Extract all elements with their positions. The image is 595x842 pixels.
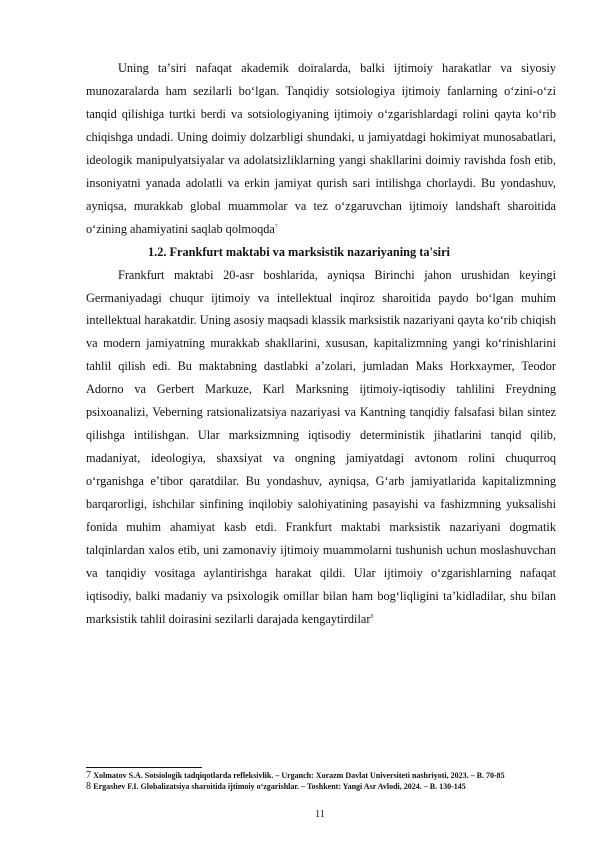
paragraph-frankfurt-school xyxy=(86,264,556,631)
footnote-item xyxy=(86,770,556,781)
footnote-ref: 7 xyxy=(274,223,278,230)
footnotes xyxy=(86,770,556,792)
footnote-separator xyxy=(86,767,202,768)
document-body xyxy=(86,57,556,631)
paragraph-text: Frankfurt maktabi 20-asr boshlarida, ayniqsa Birinchi jahon urushidan keyingi Germaniyadagi chuqur ijtimoiy va intellektual inqiroz sharoitida paydo boʻlgan muhim intellektual harakatdir. Uning asosiy maqsadi klassik marksistik nazariyani qayta koʻrib chiqish va modern jamiyatning murakkab shakllarini, xususan, kapitalizmning yangi koʻrinishlarini tahlil qilish edi. Bu maktabning dastlabki a’zolari, jumladan Maks Horkxaymer, Teodor Adorno va Gerbert Markuze, Karl Marksning ijtimoiy-iqtisodiy tahlilini Freydning psixoanalizi, Veberning ratsionalizatsiya nazariyasi va Kantning tanqidiy falsafasi bilan sintez qilishga intilishgan. Ular marksizmning iqtisodiy deterministik jihatlarini tanqid qilib, madaniyat, ideologiya, shaxsiyat va ongning jamiyatdagi avtonom rolini chuqurroq oʻrganishga eʼtibor qaratdilar. Bu yondashuv, ayniqsa, Gʻarb jamiyatlarida kapitalizmning barqarorligi, ishchilar sinfining inqilobiy salohiyatining pasayishi va fashizmning yuksalishi fonida muhim ahamiyat kasb etdi. Frankfurt maktabi marksistik nazariyani dogmatik talqinlardan xalos etib, uni zamonaviy ijtimoiy muammolarni tushunish uchun moslashuvchan va tanqidiy vositaga aylantirishga harakat qildi. Ular ijtimoiy oʻzgarishlarning nafaqat iqtisodiy, balki madaniy va psixologik omillar bilan ham bogʻliqligini taʼkidladilar, shu bilan marksistik tahlil doirasini sezilarli darajada kengaytirdilar xyxy=(86,267,556,626)
page-number: 11 xyxy=(315,809,325,820)
footnote-text: Ergashev F.I. Globalizatsiya sharoitida ijtimoiy oʻzgarishlar. – Toshkent: Yangi Asr Avlodi, 2024. – B. 130-145 xyxy=(93,782,466,791)
section-heading: 1.2. Frankfurt maktabi va marksistik nazariyaning ta'siri xyxy=(148,244,450,259)
footnote-number: 7 xyxy=(86,770,91,781)
paragraph-critical-sociology xyxy=(86,57,556,241)
footnote-item xyxy=(86,781,556,792)
footnote-number: 8 xyxy=(86,781,91,792)
footnote-ref: 8 xyxy=(370,613,374,620)
paragraph-text: Uning taʼsiri nafaqat akademik doiralarda, balki ijtimoiy harakatlar va siyosiy munozaralarda ham sezilarli boʻlgan. Tanqidiy sotsiologiya ijtimoiy fanlarning oʻzini-oʻzi tanqid qilishiga turtki berdi va sotsiologiyaning ijtimoiy oʻzgarishlardagi rolini qayta koʻrib chiqishga undadi. Uning doimiy dolzarbligi shundaki, u jamiyatdagi hokimiyat munosabatlari, ideologik manipulyatsiyalar va adolatsizliklarning yangi shakllarini doimiy ravishda fosh etib, insoniyatni yanada adolatli va erkin jamiyat qurish sari intilishga chorlaydi. Bu yondashuv, ayniqsa, murakkab global muammolar va tez oʻzgaruvchan ijtimoiy landshaft sharoitida oʻzining ahamiyatini saqlab qolmoqda xyxy=(86,61,556,236)
footnote-text: Xolmatov S.A. Sotsiologik tadqiqotlarda refleksivlik. – Urganch: Xorazm Davlat Universiteti nashriyoti, 2023. – B. 70-85 xyxy=(93,771,505,780)
